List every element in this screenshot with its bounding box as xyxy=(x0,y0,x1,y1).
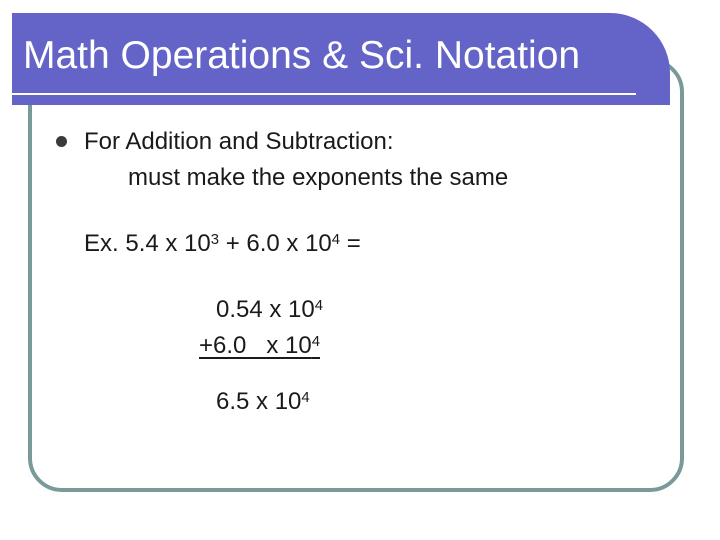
slide-frame xyxy=(28,58,684,492)
work-row-1-mantissa: 0.54 x 10 xyxy=(216,296,315,323)
work-row-1-exponent: 4 xyxy=(314,297,324,314)
work-result xyxy=(216,390,310,414)
slide-title: Math Operations & Sci. Notation xyxy=(23,34,581,77)
bullet-line-1: For Addition and Subtraction: xyxy=(84,128,394,155)
bullet-line-2: must make the exponents the same xyxy=(128,164,509,191)
bullet-dot-icon xyxy=(56,136,67,147)
work-row-2-mantissa: +6.0 x 10 xyxy=(199,332,312,359)
work-result-exponent: 4 xyxy=(301,389,310,406)
work-row-1 xyxy=(216,298,323,322)
work-row-2-exponent: 4 xyxy=(311,333,321,350)
example-exponent-a: 3 xyxy=(210,231,220,248)
example-exponent-b: 4 xyxy=(331,231,341,248)
example-suffix: = xyxy=(340,230,361,257)
example-prefix: Ex. 5.4 x 10 xyxy=(84,230,211,257)
example-equation xyxy=(84,232,361,256)
title-underline xyxy=(12,93,636,95)
example-middle: + 6.0 x 10 xyxy=(219,230,332,257)
work-row-2 xyxy=(199,334,320,358)
work-result-mantissa: 6.5 x 10 xyxy=(216,388,302,415)
